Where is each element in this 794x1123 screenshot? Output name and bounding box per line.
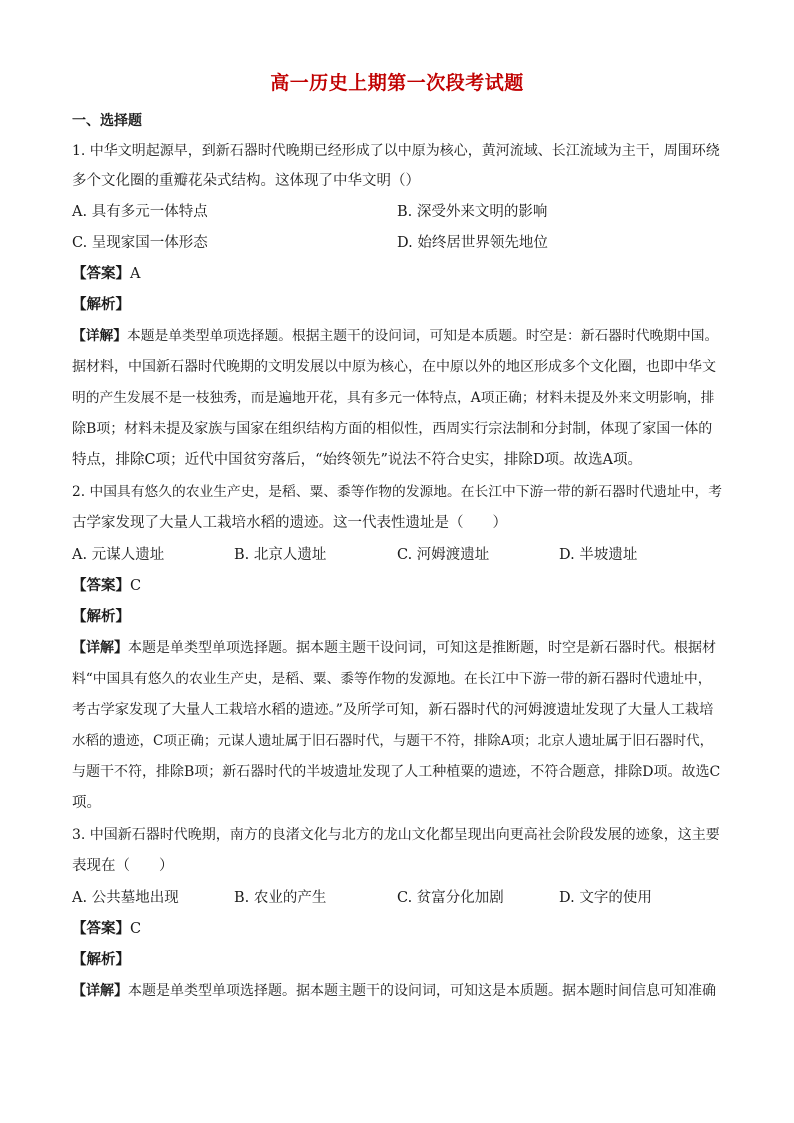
q1-stem-line-2: 多个文化圈的重瓣花朵式结构。这体现了中华文明（）: [72, 173, 420, 189]
q2-detail-line-3: 考古学家发现了大量人工栽培水稻的遗迹。”及所学可知，新石器时代的河姆渡遗址发现了大量人工栽培: [72, 702, 714, 718]
q3-option-a: A. 公共墓地出现: [72, 890, 179, 906]
q1-option-b: B. 深受外来文明的影响: [397, 204, 548, 220]
q3-detail-line-1: [72, 981, 716, 1001]
q2-analysis-label: 【解析】: [72, 608, 130, 625]
detail-label: 【详解】: [72, 640, 128, 656]
answer-label: 【答案】: [72, 920, 130, 937]
q2-stem-line-2: 古学家发现了大量人工栽培水稻的遗迹。这一代表性遗址是（ ）: [72, 515, 507, 531]
q1-option-a: A. 具有多元一体特点: [72, 204, 208, 220]
q2-detail-line-2: 料“中国具有悠久的农业生产史，是稻、粟、黍等作物的发源地。在长江中下游一带的新石器时代遗址中，: [72, 671, 712, 687]
answer-value: A: [130, 266, 141, 282]
q1-detail-line-1: [72, 326, 718, 346]
detail-text: 本题是单类型单项选择题。据本题主题干的设问词，可知这是本质题。据本题时间信息可知准确: [128, 983, 716, 999]
section-heading: 一、选择题: [72, 113, 142, 129]
q3-option-d: D. 文字的使用: [559, 890, 652, 906]
q3-stem-line-2: 表现在（ ）: [72, 858, 174, 874]
q2-detail-line-5: 与题干不符，排除B项；新石器时代的半坡遗址发现了人工种植粟的遗迹，不符合题意，排除D项。故选C: [72, 764, 721, 780]
q2-stem-line-1: 2. 中国具有悠久的农业生产史，是稻、粟、黍等作物的发源地。在长江中下游一带的新石器时代遗址中，考: [72, 484, 722, 500]
q1-detail-line-3: 明的产生发展不是一枝独秀，而是遍地开花，具有多元一体特点，A项正确；材料未提及外来文明影响，排: [72, 390, 715, 406]
q1-option-d: D. 始终居世界领先地位: [397, 235, 548, 251]
answer-label: 【答案】: [72, 265, 130, 282]
q3-answer: [72, 919, 141, 939]
q1-stem-line-1: 1. 中华文明起源早，到新石器时代晚期已经形成了以中原为核心，黄河流域、长江流域为主干，周围环绕: [72, 143, 720, 159]
answer-value: C: [130, 578, 142, 594]
detail-label: 【详解】: [72, 983, 128, 999]
answer-value: C: [130, 921, 142, 937]
q2-detail-line-1: [72, 638, 716, 658]
q1-detail-line-5: 特点，排除C项；近代中国贫穷落后，“始终领先”说法不符合史实，排除D项。故选A项。: [72, 452, 643, 468]
detail-text: 本题是单类型单项选择题。根据主题干的设问词，可知是本质题。时空是：新石器时代晚期中国。: [127, 328, 719, 344]
q1-answer: [72, 264, 140, 284]
detail-label: 【详解】: [72, 328, 128, 344]
q1-detail-line-4: 除B项；材料未提及家族与国家在组织结构方面的相似性，西周实行宗法制和分封制，体现了家国一体的: [72, 421, 713, 437]
q2-answer: [72, 576, 141, 596]
q1-detail-line-2: 据材料，中国新石器时代晚期的文明发展以中原为核心，在中原以外的地区形成多个文化圈，也即中华文: [72, 359, 716, 375]
q2-detail-line-6: 项。: [72, 795, 101, 811]
q2-option-b: B. 北京人遗址: [234, 547, 327, 563]
q3-option-c: C. 贫富分化加剧: [397, 890, 504, 906]
q3-stem-line-1: 3. 中国新石器时代晚期，南方的良渚文化与北方的龙山文化都呈现出向更高社会阶段发展的迹象，这主要: [72, 827, 720, 843]
q2-option-d: D. 半坡遗址: [559, 547, 638, 563]
answer-label: 【答案】: [72, 577, 130, 594]
q3-option-b: B. 农业的产生: [234, 890, 327, 906]
q2-detail-line-4: 水稻的遗迹，C项正确；元谋人遗址属于旧石器时代，与题干不符，排除A项；北京人遗址属于旧石器时代，: [72, 733, 714, 749]
detail-text: 本题是单类型单项选择题。据本题主题干设问词，可知这是推断题，时空是新石器时代。根据材: [128, 640, 716, 656]
q3-analysis-label: 【解析】: [72, 951, 130, 968]
q2-option-c: C. 河姆渡遗址: [397, 547, 490, 563]
page-title: 高一历史上期第一次段考试题: [270, 72, 524, 94]
q1-analysis-label: 【解析】: [72, 296, 130, 313]
q1-option-c: C. 呈现家国一体形态: [72, 235, 208, 251]
q2-option-a: A. 元谋人遗址: [72, 547, 165, 563]
